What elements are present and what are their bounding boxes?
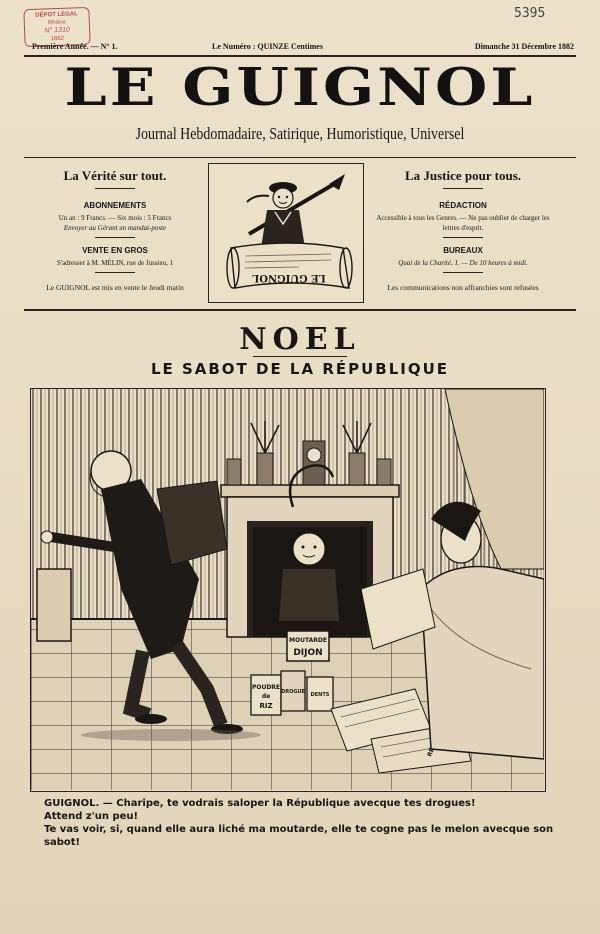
wholesale-text: S'adresser à M. MÉLIN, rue de Jussieu, 1	[56, 259, 174, 267]
guignol-vignette	[208, 163, 364, 303]
postage-note: Les communications non affranchies sont refusées	[387, 283, 539, 292]
subscriptions-prices: Un an : 9 Francs. — Six mois : 5 Francs	[58, 214, 172, 222]
guignol-puppet-illustration	[209, 164, 363, 302]
stamp-line-4: 1882	[50, 35, 65, 43]
subscriptions-note: Envoyer au Gérant un mandat-poste	[63, 224, 167, 232]
left-motto: La Vérité sur tout.	[63, 168, 167, 183]
cartoon-caption	[44, 797, 554, 849]
teeth-box-label: DENTS	[310, 692, 330, 698]
header-rule	[24, 55, 576, 57]
archive-number: 5395	[514, 6, 546, 21]
divider	[95, 237, 135, 238]
offices-heading: BUREAUX	[443, 246, 483, 255]
caption-line-1-text: — Charipe, te vodrais saloper la République avecque tes drogues!	[99, 798, 476, 809]
caption-line-2: Attend z'un peu!	[44, 811, 139, 822]
masthead-rule	[24, 157, 576, 158]
divider	[95, 272, 135, 273]
title-underline	[253, 356, 347, 357]
cartoon-scene	[31, 389, 544, 790]
article-title: NOEL	[239, 322, 361, 357]
caption-line-3: Te vas voir, si, quand elle aura liché ma moutarde, elle te cogne pas le melon avecque son sabot!	[44, 824, 554, 848]
offices-text: Quai de la Charité, 1. — De 10 heures à midi.	[398, 259, 528, 267]
sale-note: Le GUIGNOL est mis en vente le Jeudi matin	[46, 283, 184, 292]
divider	[443, 188, 483, 189]
wholesale-heading: VENTE EN GROS	[82, 246, 148, 255]
christmas-cartoon-illustration	[30, 388, 546, 792]
issue-price: Le Numéro : QUINZE Centimes	[212, 42, 323, 51]
article-subtitle: LE SABOT DE LA RÉPUBLIQUE	[150, 360, 450, 378]
stamp-line-1: DÉPOT LÉGAL	[35, 11, 79, 19]
rice-powder-box-line2: de	[261, 693, 271, 700]
mustard-tin-label: MOUTARDE	[289, 637, 327, 644]
divider	[95, 188, 135, 189]
stamp-line-2: Rhône	[47, 19, 66, 27]
editorial-text: Accessible à tous les Genres. — Ne pas oublier de charger les lettres d'esprit.	[376, 214, 550, 232]
year-issue: Première Année. — N° 1.	[32, 42, 118, 51]
issue-date: Dimanche 31 Décembre 1882	[474, 42, 574, 51]
editorial-heading: RÉDACTION	[439, 201, 487, 210]
left-info-column	[20, 164, 210, 293]
divider	[443, 237, 483, 238]
drug-box-label: DROGUE	[281, 689, 305, 695]
masthead-title: LE GUIGNOL	[64, 58, 536, 118]
right-info-column	[368, 164, 558, 293]
subscriptions-heading: ABONNEMENTS	[83, 201, 147, 210]
section-rule	[24, 309, 576, 311]
caption-line-1	[44, 797, 554, 810]
right-motto: La Justice pour tous.	[404, 168, 522, 183]
scroll-text: LE GUIGNOL	[252, 272, 326, 283]
issue-info-line	[26, 42, 574, 54]
stamp-line-3: N° 1310	[44, 26, 70, 35]
masthead-subtitle: Journal Hebdomadaire, Satirique, Humoristique, Universel	[135, 124, 465, 143]
rice-powder-box-line1: POUDRE	[251, 684, 281, 691]
rice-powder-box-line3: RIZ	[259, 702, 273, 710]
caption-speaker: GUIGNOL.	[44, 798, 100, 809]
divider	[443, 272, 483, 273]
mustard-tin-dijon: DIJON	[293, 648, 323, 658]
